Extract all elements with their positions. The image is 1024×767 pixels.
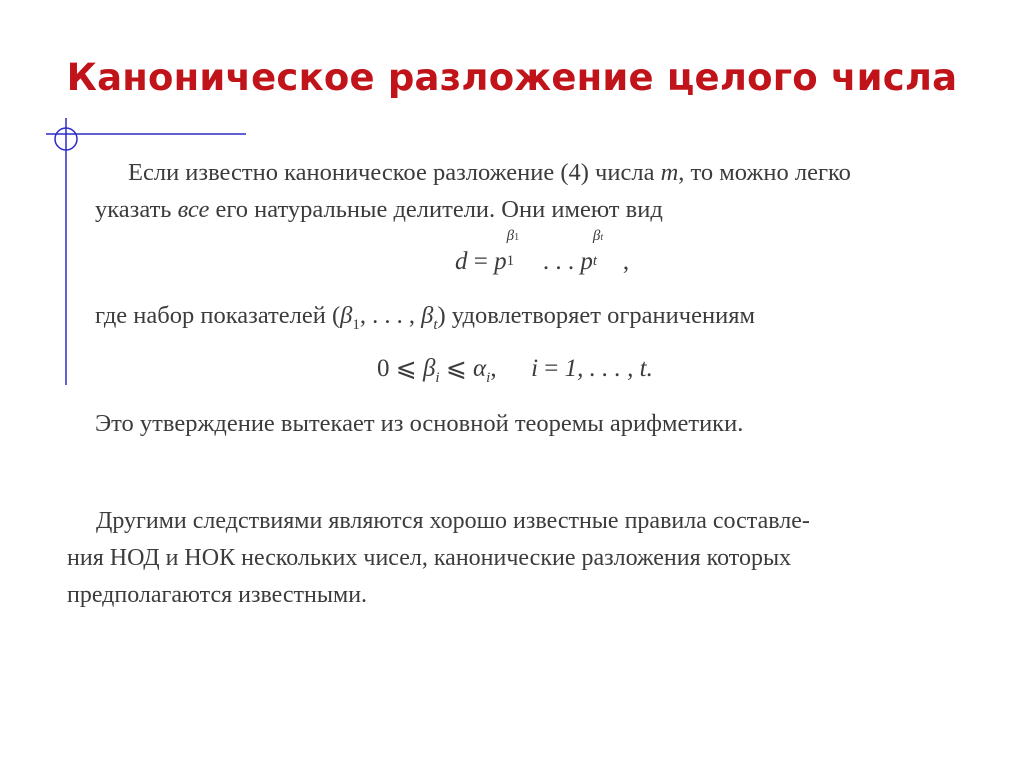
slide-title: Каноническое разложение целого числа	[66, 56, 958, 99]
paragraph-4-line-1: Другими следствиями являются хорошо известные правила составле-	[96, 508, 810, 534]
paragraph-1-line-2: указать все его натуральные делители. Они имеют вид	[95, 196, 663, 223]
lcm-abbreviation: НОК	[184, 545, 236, 571]
paragraph-2: где набор показателей ($\beta_1$, . . . , $\beta_t$) удовлетворяет ограничениям	[95, 302, 755, 333]
constraint-formula: 0 ⩽ $\beta_i$ ⩽ $\alpha_i$, i = 1, . . . , t.	[377, 355, 653, 386]
paragraph-1-line-1: Если известно каноническое разложение (4) числа m, то можно легко	[128, 159, 851, 186]
divisor-formula: d = p β1 1 . . . p βt t ,	[455, 228, 630, 275]
paragraph-4-line-3: предполагаются известными.	[67, 582, 368, 608]
paragraph-4-line-2: ния НОД и НОК нескольких чисел, канонические разложения которых	[67, 545, 792, 571]
gcd-abbreviation: НОД	[109, 545, 160, 571]
paragraph-3: Это утверждение вытекает из основной теоремы арифметики.	[95, 410, 744, 437]
